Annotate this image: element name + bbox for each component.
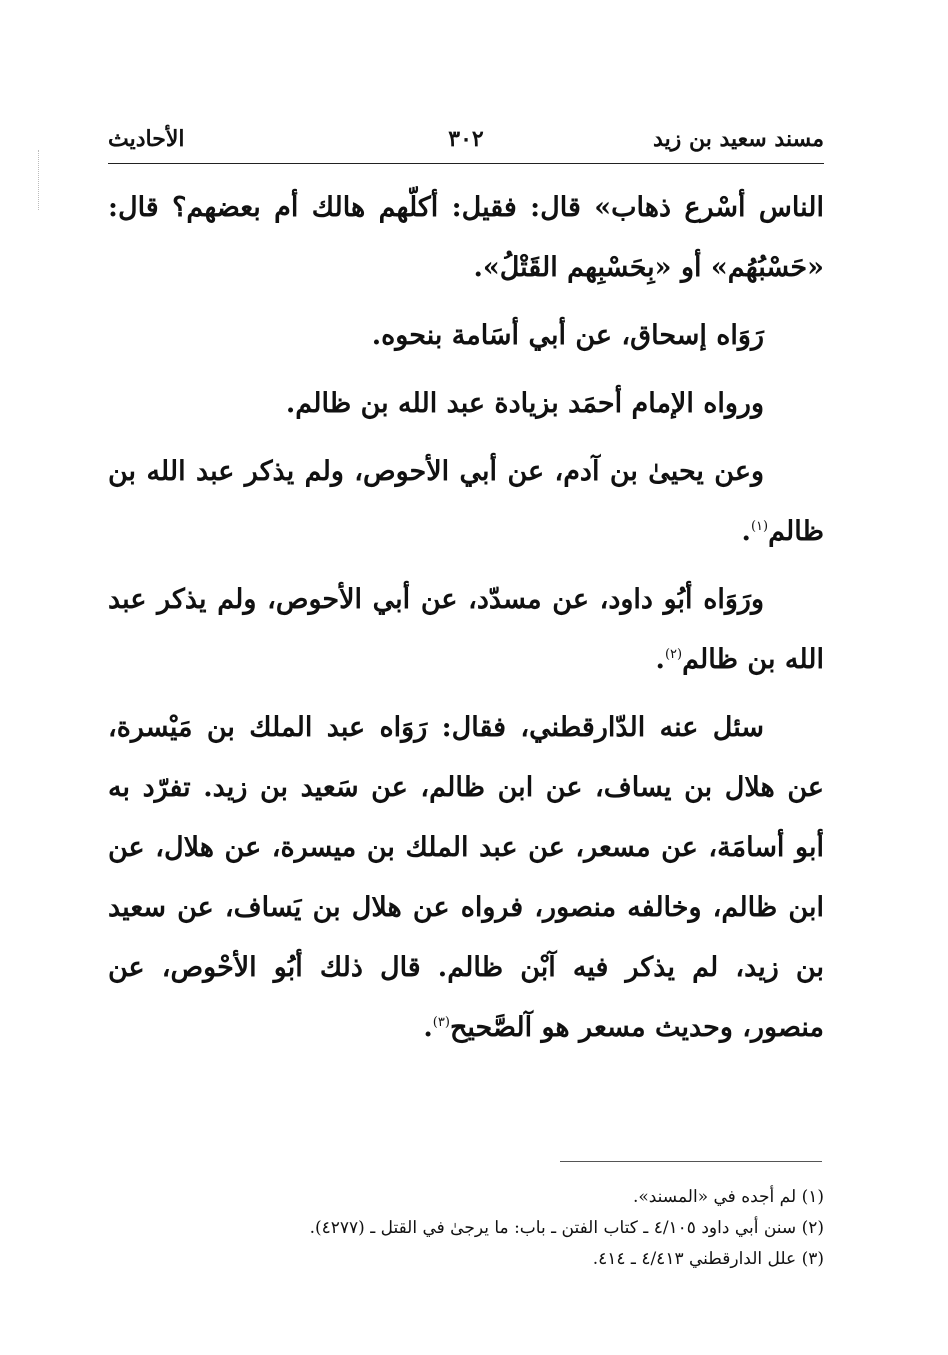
page-number: ٣٠٢ — [448, 126, 484, 152]
paragraph-4-text: وعن يحيىٰ بن آدم، عن أبي الأحوص، ولم يذكر عبد الله بن ظالم — [108, 456, 824, 547]
header-book-title: مسند سعيد بن زيد — [653, 126, 824, 152]
paragraph-5-end: . — [655, 644, 665, 675]
main-text — [108, 178, 824, 1066]
footnote-1: (١) لم أجده في «المسند». — [632, 1187, 824, 1207]
paragraph-2: رَوَاه إسحاق، عن أبي أسَامة بنحوه. — [371, 320, 764, 351]
footnote-ref-2: (٢) — [664, 647, 683, 662]
footnote-rule — [560, 1161, 822, 1162]
paragraph-4-end: . — [741, 516, 751, 547]
header-section-title: الأحاديث — [108, 126, 185, 152]
paragraph-4 — [108, 442, 824, 562]
paragraph-5-text: ورَوَاه أبُو داود، عن مسدّد، عن أبي الأحوص، ولم يذكر عبد الله بن ظالم — [108, 584, 824, 675]
header-rule — [108, 163, 824, 164]
footnote-ref-1: (١) — [750, 519, 769, 534]
paragraph-3: ورواه الإمام أحمَد بزيادة عبد الله بن ظالم. — [285, 388, 764, 419]
paragraph-6-text: سئل عنه الدّارقطني، فقال: رَوَاه عبد الملك بن مَيْسرة، عن هلال بن يساف، عن ابن ظالم، عن سَعيد بن زيد. تفرّد به أبو أسامَة، عن مسعر، عن عبد الملك بن ميسرة، عن هلال، عن ابن ظالم، وخالفه منصور، فرواه عن هلال بن يَساف، عن سعيد بن زيد، لم يذكر فيه آبْن ظالم. قال ذلك أبُو الأحْوص، عن منصور، وحديث مسعر هو آلصَّحيح — [108, 712, 824, 1043]
paragraph-5 — [108, 570, 824, 690]
footnote-ref-3: (٣) — [432, 1015, 450, 1030]
paragraph-6 — [108, 698, 824, 1058]
footnote-2: (٢) سنن أبي داود ٤/١٠٥ ـ كتاب الفتن ـ باب: ما يرجىٰ في القتل ـ (٤٢٧٧). — [309, 1218, 824, 1238]
running-header — [108, 120, 824, 160]
footnote-3: (٣) علل الدارقطني ٤/٤١٣ ـ ٤١٤. — [592, 1249, 824, 1269]
margin-scan-mark — [38, 150, 43, 210]
paragraph-6-end: . — [423, 1012, 433, 1043]
footnotes — [108, 1182, 824, 1275]
paragraph-1: الناس أسْرع ذهاب» قال: فقيل: أكلّهم هالك أم بعضهم؟ قال: «حَسْبُهُم» أو «بِحَسْبِهم القَتْلُ». — [108, 192, 824, 283]
